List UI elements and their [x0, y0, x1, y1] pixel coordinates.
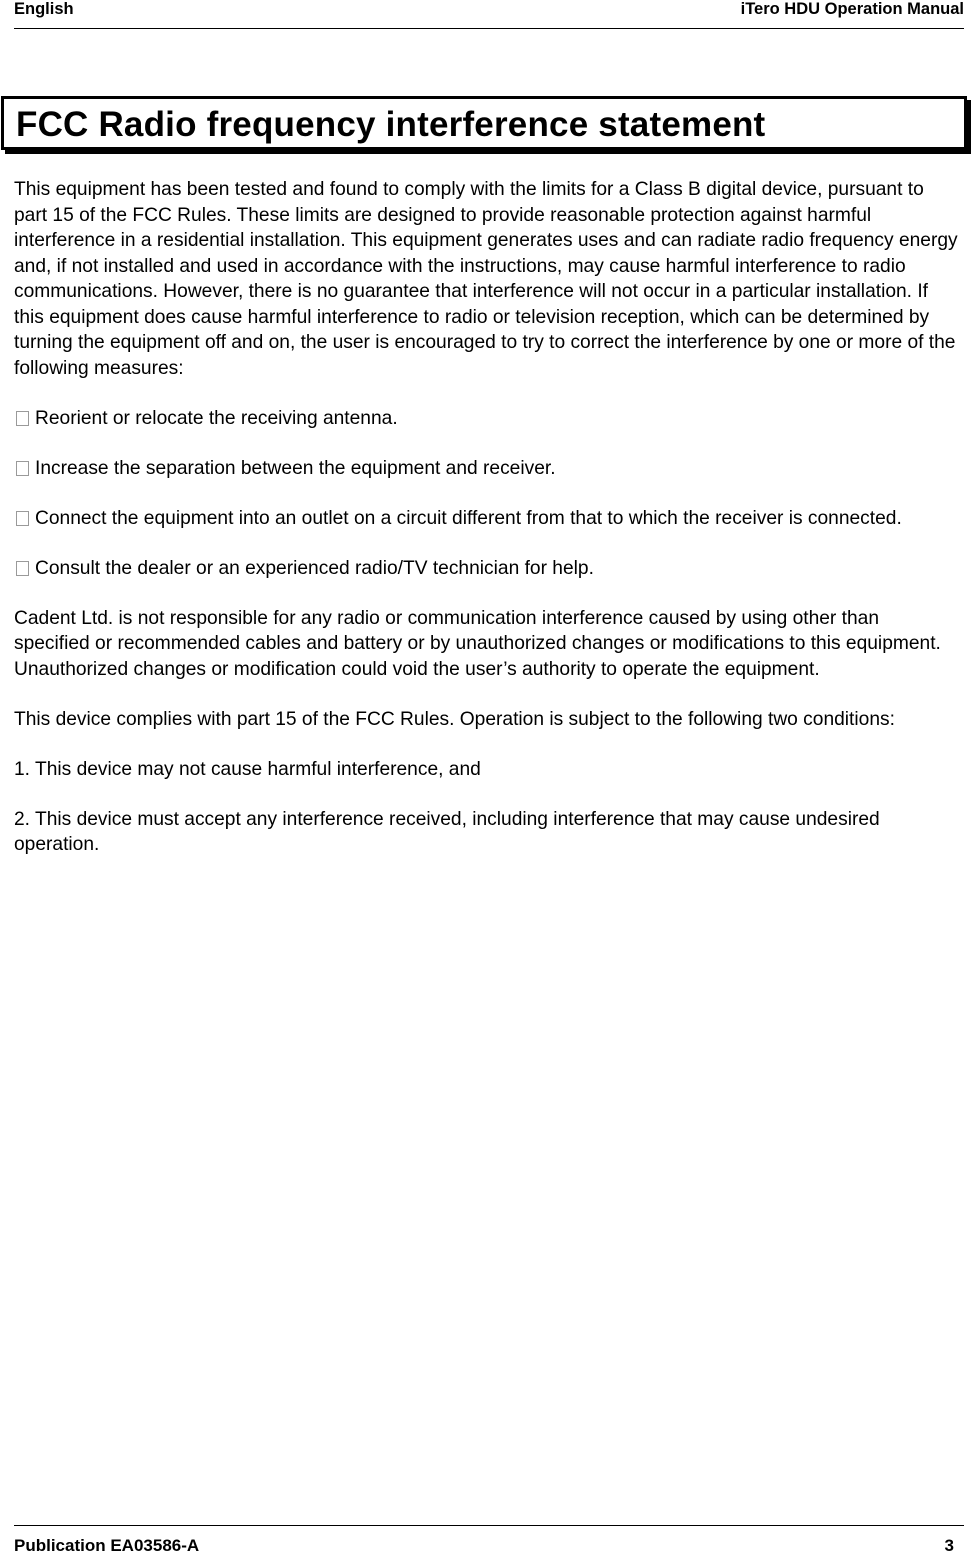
page-number: 3: [944, 1536, 954, 1555]
section-title: FCC Radio frequency interference statement: [16, 105, 766, 144]
bullet-text: Increase the separation between the equipment and receiver.: [35, 457, 556, 479]
page-header: [14, 0, 964, 29]
document-body: [14, 177, 959, 882]
bullet-text: Connect the equipment into an outlet on a circuit different from that to which the receiver is connected.: [35, 507, 902, 529]
bullet-item: [14, 506, 959, 532]
compliance-paragraph: This device complies with part 15 of the FCC Rules. Operation is subject to the following two conditions:: [14, 708, 895, 730]
section-title-box: [1, 96, 967, 150]
bullet-text: Reorient or relocate the receiving antenna.: [35, 407, 398, 429]
publication-id: Publication EA03586-A: [14, 1536, 200, 1555]
responsibility-paragraph: Cadent Ltd. is not responsible for any radio or communication interference caused by using other than specified or recommended cables and battery or by unauthorized changes or modifications to this equipment. Unauthorized changes or modification could void the user’s authority to operate the equipment.: [14, 607, 941, 680]
condition-two: 2. This device must accept any interference received, including interference that may cause undesired operation.: [14, 808, 880, 855]
condition-one: 1. This device may not cause harmful interference, and: [14, 758, 481, 780]
page-footer: [14, 1525, 964, 1554]
header-language: English: [14, 0, 74, 18]
bullet-item: [14, 556, 959, 582]
bullet-item: [14, 406, 959, 432]
bullet-box-icon: [16, 461, 29, 476]
header-manual-title: iTero HDU Operation Manual: [740, 0, 964, 18]
bullet-box-icon: [16, 561, 29, 576]
bullet-box-icon: [16, 411, 29, 426]
bullet-text: Consult the dealer or an experienced radio/TV technician for help.: [35, 557, 594, 579]
intro-paragraph: This equipment has been tested and found to comply with the limits for a Class B digital device, pursuant to part 15 of the FCC Rules. These limits are designed to provide reasonable protection against harmful interference in a residential installation. This equipment generates uses and can radiate radio frequency energy and, if not installed and used in accordance with the instructions, may cause harmful interference to radio communications. However, there is no guarantee that interference will not occur in a particular installation. If this equipment does cause harmful interference to radio or television reception, which can be determined by turning the equipment off and on, the user is encouraged to try to correct the interference by one or more of the following measures:: [14, 179, 958, 379]
bullet-item: [14, 456, 959, 482]
bullet-box-icon: [16, 511, 29, 526]
